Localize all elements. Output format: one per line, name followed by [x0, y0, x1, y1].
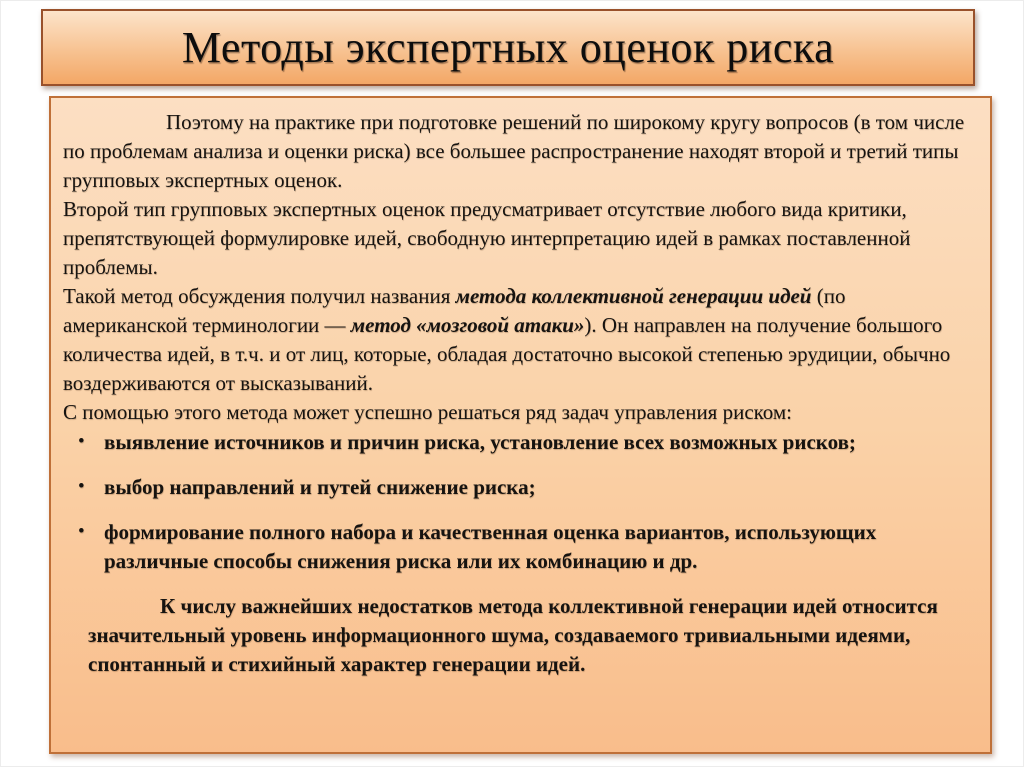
- bullet-icon: •: [78, 476, 85, 497]
- text-segment: ). Он направлен на получение большого количества идей, в т.ч. и от лиц, которые, обладая достаточно высокой степенью эрудиции, обычно воздерживаются от высказываний.: [63, 313, 951, 395]
- paragraph-method-definition: [63, 282, 970, 398]
- slide-title-box: [41, 9, 975, 86]
- term-brainstorming: метод «мозговой атаки»: [350, 313, 585, 337]
- text-segment: (по американской терминологии —: [63, 284, 846, 337]
- paragraph-second-type: Второй тип групповых экспертных оценок предусматривает отсутствие любого вида критики, препятствующей формулировке идей, свободную интерпретацию идей в рамках поставленной проблемы.: [63, 197, 911, 279]
- term-collective-idea-generation: метода коллективной генерации идей: [455, 284, 812, 308]
- slide-body-box: [49, 96, 992, 754]
- text-segment: Такой метод обсуждения получил названия: [63, 284, 456, 308]
- list-item-text: выбор направлений и путей снижение риска;: [104, 475, 536, 499]
- paragraph-intro: Поэтому на практике при подготовке решений по широкому кругу вопросов (в том числе по проблемам анализа и оценки риска) все большее распространение находят второй и третий типы групповых экспертных оценок.: [63, 110, 965, 192]
- paragraph-tasks-intro: С помощью этого метода может успешно решаться ряд задач управления риском:: [63, 400, 793, 424]
- bullet-icon: •: [78, 521, 85, 542]
- list-item-text: выявление источников и причин риска, установление всех возможных рисков;: [104, 430, 856, 454]
- bullet-icon: •: [78, 431, 85, 452]
- risk-tasks-list: [63, 428, 970, 576]
- list-item: [63, 428, 970, 457]
- list-item-text: формирование полного набора и качественная оценка вариантов, использующих различные способы снижения риска или их комбинацию и др.: [104, 520, 877, 573]
- slide-title: Методы экспертных оценок риска: [181, 23, 835, 72]
- list-item: [63, 473, 970, 502]
- list-item: [63, 518, 970, 576]
- paragraph-drawbacks: К числу важнейших недостатков метода коллективной генерации идей относится значительный уровень информационного шума, создаваемого тривиальными идеями, спонтанный и стихийный характер генерации идей.: [88, 594, 938, 676]
